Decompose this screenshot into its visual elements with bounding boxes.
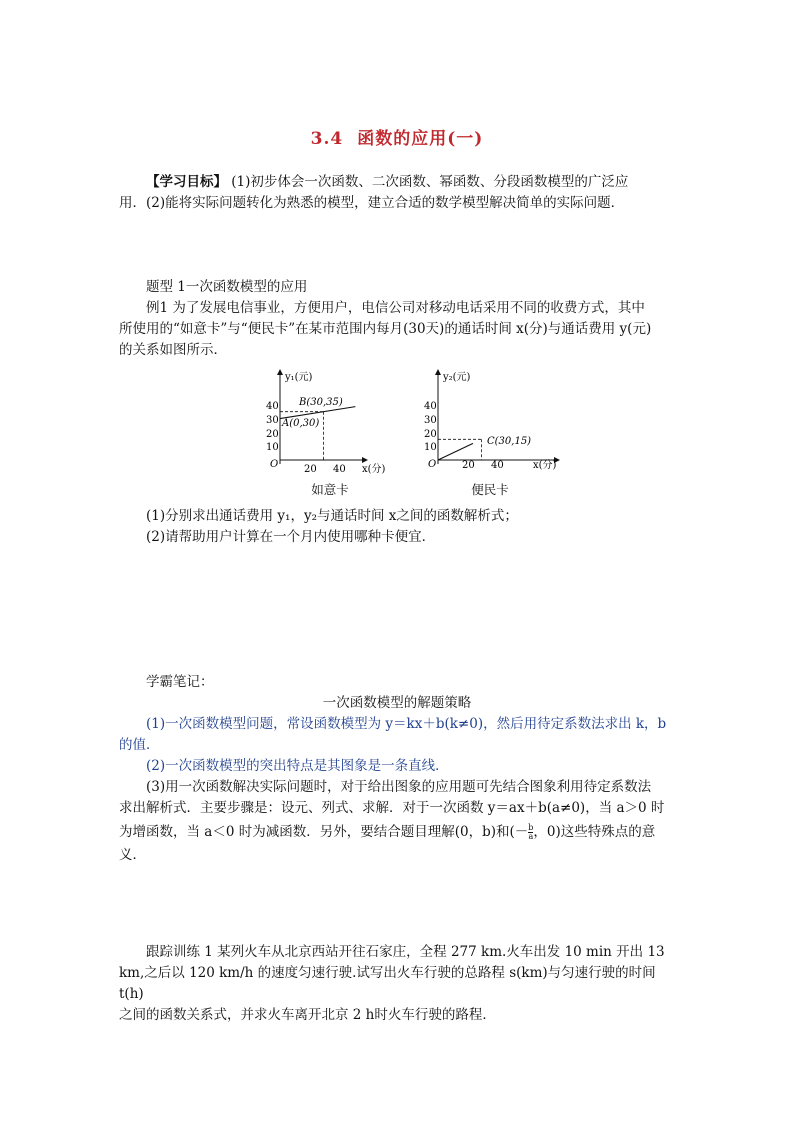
question-2: (2)请帮助用户计算在一个月内使用哪种卡便宜．: [146, 529, 436, 545]
y-tick-40: 40: [424, 401, 437, 412]
y-axis-label: y₂(元): [443, 372, 471, 383]
notes-point-3d: 义．: [119, 847, 146, 863]
objectives-line-2: 用．(2)能将实际问题转化为熟悉的模型，建立合适的数学模型解决简单的实际问题．: [119, 195, 625, 211]
point-b-label: B(30,35): [299, 397, 343, 408]
practice-1-text-3: 之间的函数关系式，并求火车离开北京 2 h时火车行驶的路程．: [119, 1007, 496, 1023]
study-notes: [119, 672, 675, 866]
type-1-heading: 题型 1一次函数模型的应用: [146, 279, 308, 295]
graph-1-caption: 如意卡: [311, 482, 349, 497]
learning-objectives: [119, 172, 675, 214]
example-1-label: 例1: [146, 300, 169, 316]
notes-point-3c: [119, 819, 675, 845]
x-tick-40: 40: [333, 464, 346, 475]
y-tick-20: 20: [424, 429, 437, 440]
y-tick-30: 30: [266, 415, 279, 426]
objectives-line-1: (1)初步体会一次函数、二次函数、幂函数、分段函数模型的广泛应: [227, 174, 629, 190]
y-tick-10: 10: [424, 442, 437, 453]
notes-point-2: (2)一次函数模型的突出特点是其图象是一条直线．: [146, 758, 449, 774]
x-axis-label: x(分): [533, 460, 557, 471]
graph-1-marks: [280, 407, 355, 460]
notes-subtitle: 一次函数模型的解题策略: [322, 695, 472, 711]
x-axis-label: x(分): [362, 464, 386, 475]
example-1-text-1: 为了发展电信事业，方便用户，电信公司对移动电话采用不同的收费方式，其中: [168, 300, 645, 316]
practice-1-text-1: 跟踪训练 1 某列火车从北京西站开往石家庄，全程 277 km.火车出发 10 min 开出 13: [146, 944, 665, 960]
origin-label: O: [270, 459, 279, 470]
y-tick-40: 40: [266, 401, 279, 412]
example-1-text-3: 的关系如图所示．: [119, 342, 227, 358]
graph-ruyi-card: [255, 364, 405, 476]
section-number: 3.4: [310, 129, 344, 149]
x-tick-40: 40: [491, 460, 504, 471]
notes-point-3c-after: ，0)这些特殊点的意: [533, 824, 656, 840]
notes-point-1b: 的值．: [119, 737, 160, 753]
example-1-questions: [119, 506, 675, 548]
y-tick-30: 30: [424, 415, 437, 426]
notes-point-3a: (3)用一次函数解决实际问题时，对于给出图象的应用题可先结合图象利用待定系数法: [146, 779, 652, 795]
practice-1: [119, 942, 675, 1026]
series-line: [280, 407, 355, 419]
example-1-text-2: 所使用的“如意卡”与“便民卡”在某市范围内每月(30天)的通话时间 x(分)与通话费用 y(元): [119, 321, 652, 337]
y-axis-label: y₁(元): [285, 372, 313, 383]
point-c-label: C(30,15): [487, 436, 532, 447]
y-tick-10: 10: [266, 442, 279, 453]
notes-label: 学霸笔记：: [146, 674, 214, 690]
origin-label: O: [428, 459, 437, 470]
notes-point-3b: 求出解析式．主要步骤是：设元、列式、求解．对于一次函数 y＝ax＋b(a≠0)，当 a＞0 时: [119, 800, 665, 816]
notes-point-3c-before: 为增函数，当 a＜0 时为减函数．另外，要结合题目理解(0，b)和(－: [119, 824, 529, 840]
series-line: [438, 443, 473, 460]
y-tick-20: 20: [266, 429, 279, 440]
practice-1-text-2: km,之后以 120 km/h 的速度匀速行驶.试写出火车行驶的总路程 s(km)与匀速行驶的时间 t(h): [119, 965, 656, 1002]
fraction-denominator: a: [528, 832, 534, 841]
example-1-section: [119, 277, 675, 361]
notes-point-1a: (1)一次函数模型问题，常设函数模型为 y＝kx＋b(k≠0)，然后用待定系数法求出 k，b: [146, 716, 667, 732]
point-a-label: A(0,30): [282, 418, 320, 429]
page-title: [0, 124, 794, 149]
graph-2-caption: 便民卡: [471, 482, 509, 497]
objectives-label: 【学习目标】: [146, 174, 227, 190]
section-title: 函数的应用(一): [357, 129, 484, 149]
fraction-numerator: b: [528, 823, 534, 832]
question-1: (1)分别求出通话费用 y₁，y₂与通话时间 x之间的函数解析式；: [146, 508, 518, 524]
x-tick-20: 20: [304, 464, 317, 475]
graph-bianmin-card: [413, 364, 563, 476]
graph-2-marks: [438, 439, 482, 460]
x-tick-20: 20: [462, 460, 475, 471]
